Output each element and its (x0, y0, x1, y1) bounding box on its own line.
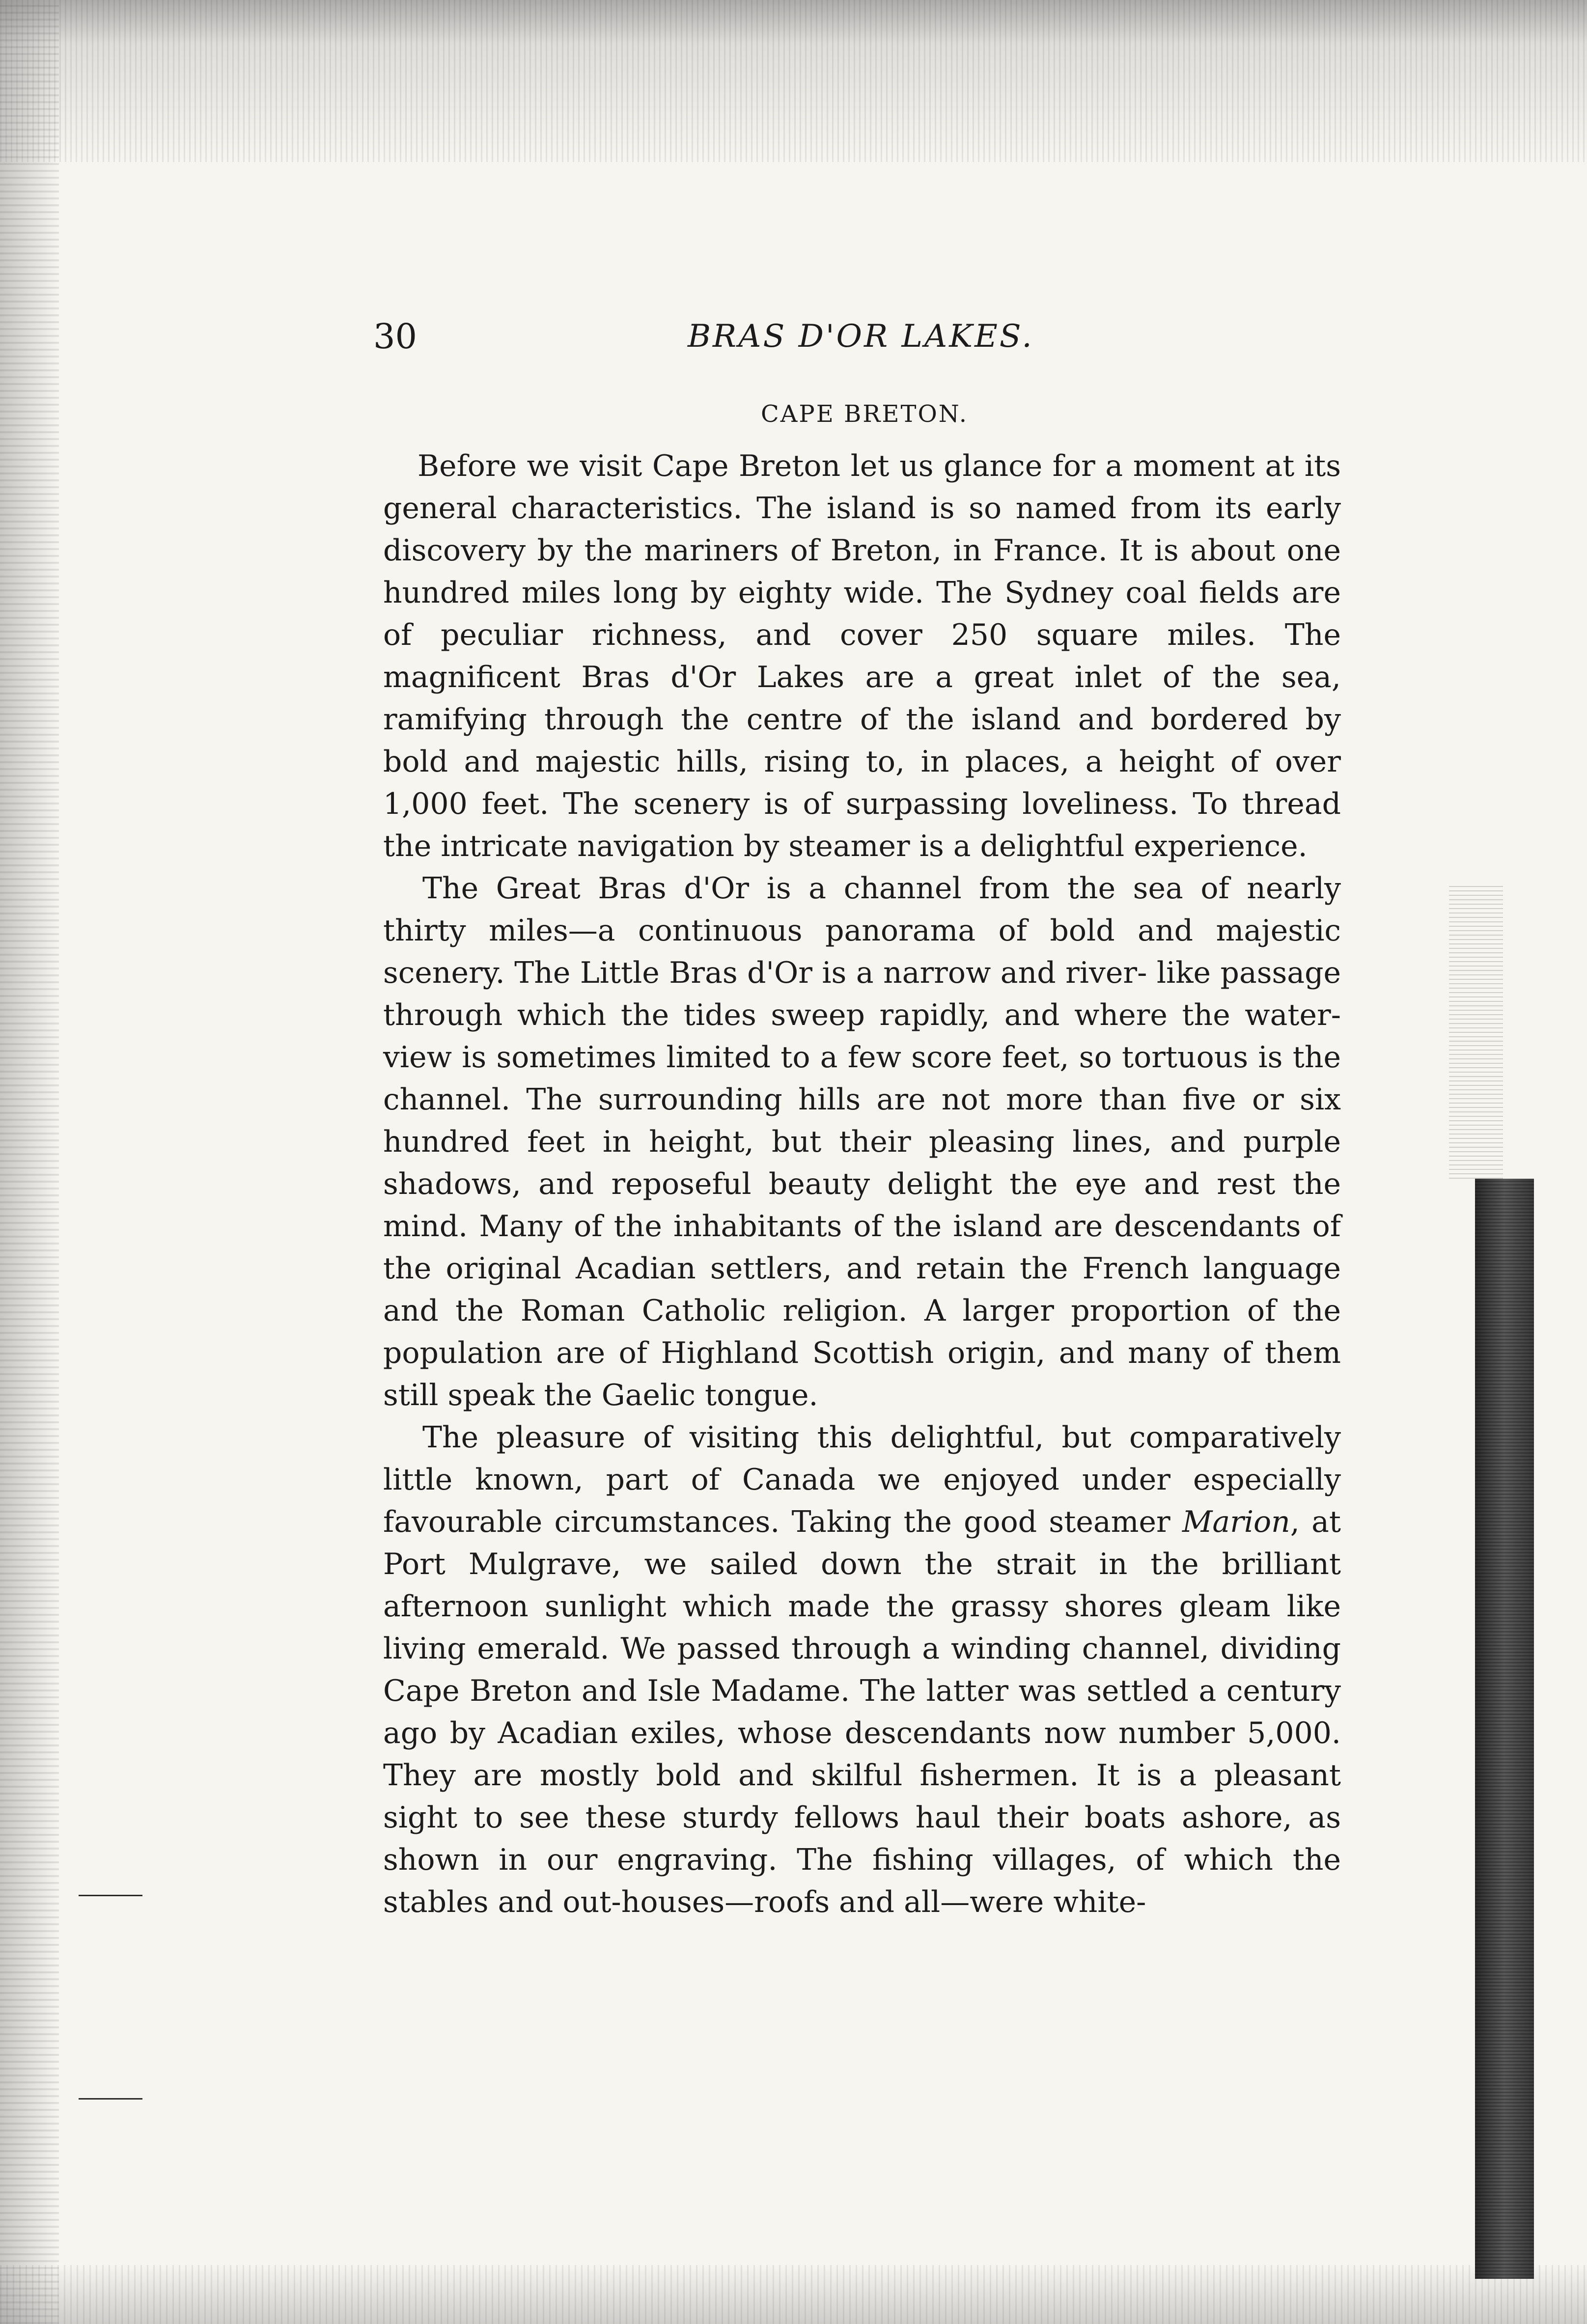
scan-noise-left (0, 0, 59, 2324)
paragraph (383, 1416, 1341, 1923)
body-text (383, 445, 1341, 1923)
margin-mark (79, 2098, 142, 2100)
page-number: 30 (373, 316, 418, 357)
scan-noise-bottom (0, 2265, 1587, 2324)
binding-shadow (1475, 1179, 1534, 2279)
scan-noise-right (1449, 884, 1503, 1179)
scan-noise-top (0, 0, 1587, 162)
paragraph-text: The pleasure of visiting this delightful, but comparatively little known, part of Canada we enjoyed under especially favourable circumstances. Taking the good steamer (383, 1420, 1341, 1539)
paragraph-text: , at Port Mulgrave, we sailed down the strait in the brilliant afternoon sunlight which made the grassy shores gleam like living emerald. We passed through a winding channel, dividing Cape Breton and Isle Madame. The latter was settled a century ago by Acadian exiles, whose descendants now number 5,000. They are mostly bold and skilful fishermen. It is a pleasant sight to see these sturdy fellows haul their boats ashore, as shown in our engraving. The fishing villages, of which the stables and out-houses—roofs and all—were white- (383, 1505, 1341, 1919)
page-header (373, 314, 1356, 359)
running-title: BRAS D'OR LAKES. (688, 318, 1034, 355)
paragraph: The Great Bras d'Or is a channel from the sea of nearly thirty miles—a continuous panorama of bold and majestic scenery. The Little Bras d'Or is a narrow and river- like passage through which the tides sweep rapidly, and where the water-view is sometimes limited to a few score feet, so tortuous is the channel. The surrounding hills are not more than five or six hundred feet in height, but their pleasing lines, and purple shadows, and reposeful beauty delight the eye and rest the mind. Many of the inhabitants of the island are descendants of the original Acadian settlers, and retain the French language and the Roman Catholic religion. A larger proportion of the population are of Highland Scottish origin, and many of them still speak the Gaelic tongue. (383, 871, 1341, 1412)
section-heading: CAPE BRETON. (761, 400, 968, 428)
steamer-name: Marion (1182, 1505, 1290, 1539)
paragraph: Before we visit Cape Breton let us glance for a moment at its general characteristics. The island is so named from its early discovery by the mariners of Breton, in France. It is about one hundred miles long by eighty wide. The Sydney coal fields are of peculiar richness, and cover 250 square miles. The magnificent Bras d'Or Lakes are a great inlet of the sea, ramifying through the centre of the island and bordered by bold and majestic hills, rising to, in places, a height of over 1,000 feet. The scenery is of surpassing loveliness. To thread the intricate navigation by steamer is a delightful experience. (383, 449, 1341, 863)
margin-mark (79, 1895, 142, 1896)
